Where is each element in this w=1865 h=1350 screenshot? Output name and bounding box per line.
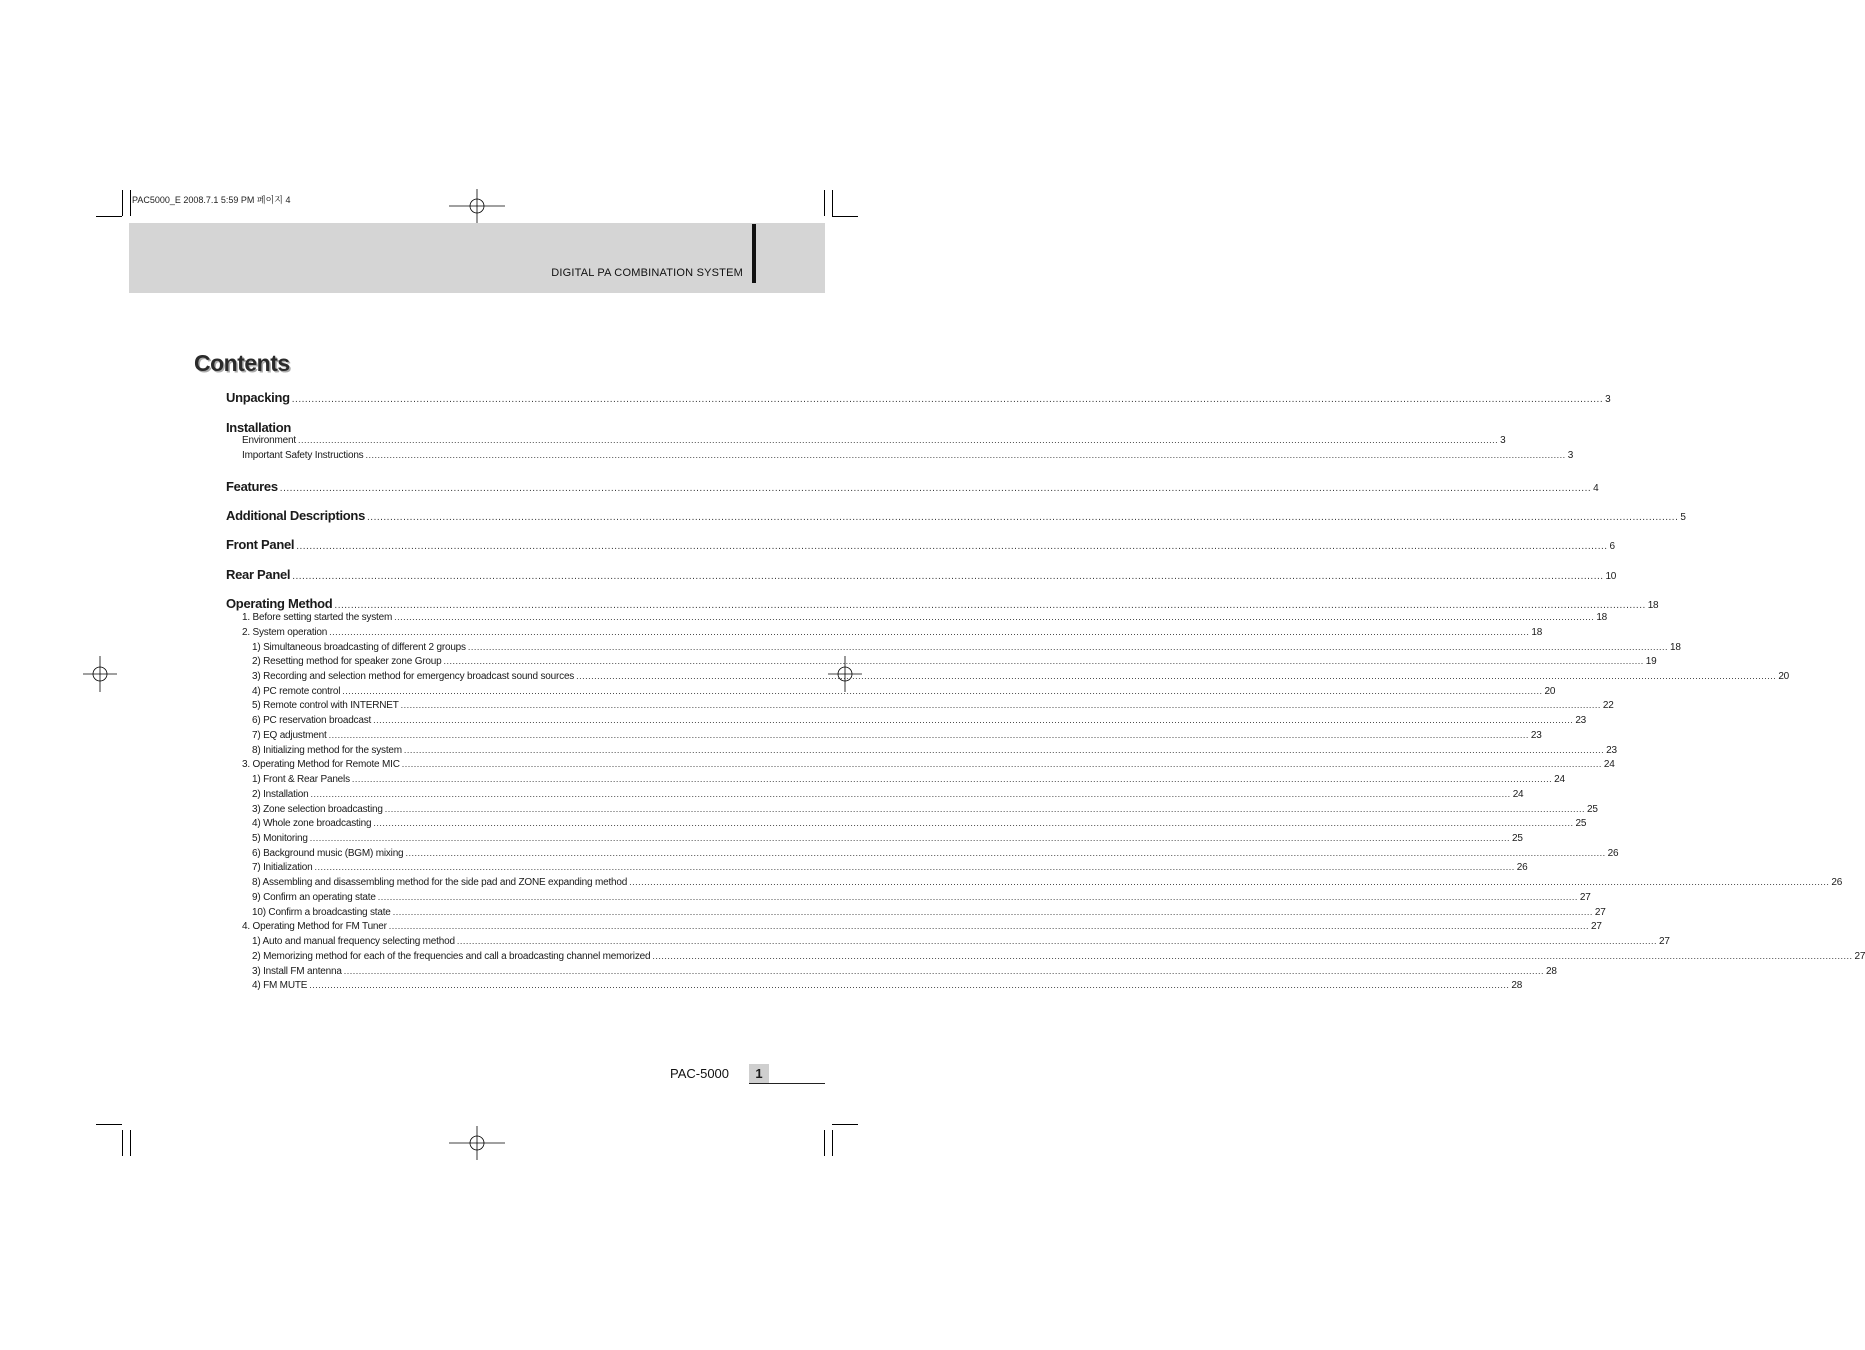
toc-leader-dots: ................................................................................................................................................................................................................................................................................................................................................................................................................ (292, 571, 1604, 582)
toc-entry-page: 27 (1659, 936, 1670, 947)
toc-entry (252, 818, 1587, 829)
toc-entry-label: 3. Operating Method for Remote MIC (242, 759, 400, 770)
toc-entry-label: Additional Descriptions (226, 508, 366, 523)
toc-entry-page: 18 (1596, 612, 1608, 623)
toc-entry-label: 1) Front & Rear Panels (252, 774, 350, 785)
toc-entry-label: 7) EQ adjustment (252, 730, 327, 741)
toc-leader-dots: ................................................................................................................................................................................................................................................................................................................................................................................................................ (310, 789, 1511, 799)
toc-entry (252, 745, 1617, 756)
toc-entry-page: 28 (1545, 966, 1557, 977)
toc-entry (252, 789, 1524, 800)
toc-leader-dots: ................................................................................................................................................................................................................................................................................................................................................................................................................ (329, 627, 1530, 637)
page-title: Contents (194, 350, 290, 376)
toc-entry (252, 936, 1670, 947)
toc-entry-label: Features (226, 479, 278, 494)
toc-leader-dots: ................................................................................................................................................................................................................................................................................................................................................................................................................ (576, 671, 1777, 681)
toc-entry-label: Installation (226, 420, 292, 435)
toc-leader-dots: ................................................................................................................................................................................................................................................................................................................................................................................................................ (342, 686, 1543, 696)
toc-entry-page: 24 (1512, 789, 1524, 800)
header-system-name: DIGITAL PA COMBINATION SYSTEM (551, 267, 743, 279)
toc-entry-page: 18 (1531, 627, 1543, 638)
toc-entry (252, 951, 1865, 962)
toc-entry-label: 4) FM MUTE (252, 980, 308, 991)
toc-entry-label: 4) Whole zone broadcasting (252, 818, 372, 829)
toc-leader-dots: ................................................................................................................................................................................................................................................................................................................................................................................................................ (296, 541, 1608, 552)
toc-entry (242, 612, 1608, 623)
toc-entry-page: 23 (1530, 730, 1542, 741)
toc-leader-dots: ................................................................................................................................................................................................................................................................................................................................................................................................................ (351, 774, 1553, 784)
toc-leader-dots: ................................................................................................................................................................................................................................................................................................................................................................................................................ (291, 394, 1604, 405)
toc-entry (252, 833, 1523, 844)
toc-leader-dots: ................................................................................................................................................................................................................................................................................................................................................................................................................ (314, 862, 1515, 872)
print-slug: PAC5000_E 2008.7.1 5:59 PM 페이지 4 (132, 195, 291, 205)
toc-entry-label: 5) Monitoring (252, 833, 308, 844)
toc-entry (252, 671, 1790, 682)
toc-entry-label: 2) Memorizing method for each of the frequencies and call a broadcasting channel memorized (252, 951, 651, 962)
toc-entry (226, 390, 1611, 405)
crop-mark (824, 1130, 825, 1156)
toc-leader-dots: ................................................................................................................................................................................................................................................................................................................................................................................................................ (405, 848, 1606, 858)
toc-entry-page: 26 (1607, 848, 1619, 859)
toc-entry-label: 8) Initializing method for the system (252, 745, 402, 756)
toc-entry-label: 2) Installation (252, 789, 309, 800)
toc-entry (252, 715, 1587, 726)
toc-entry-page: 27 (1854, 951, 1865, 962)
toc-entry (226, 537, 1615, 552)
toc-leader-dots: ................................................................................................................................................................................................................................................................................................................................................................................................................ (309, 980, 1510, 990)
toc-entry (252, 966, 1557, 977)
toc-leader-dots: ................................................................................................................................................................................................................................................................................................................................................................................................................ (629, 877, 1830, 887)
crop-mark (130, 1130, 131, 1156)
toc-entry-label: 1. Before setting started the system (242, 612, 393, 623)
toc-entry (226, 567, 1617, 582)
toc-entry-page: 4 (1593, 483, 1599, 494)
crop-mark (832, 1124, 858, 1125)
toc-entry-label: 1) Simultaneous broadcasting of different 2 groups (252, 642, 466, 653)
toc-leader-dots: ................................................................................................................................................................................................................................................................................................................................................................................................................ (400, 700, 1601, 710)
toc-leader-dots: ................................................................................................................................................................................................................................................................................................................................................................................................................ (309, 833, 1510, 843)
toc-entry-label: Front Panel (226, 537, 295, 552)
toc-entry (252, 862, 1528, 873)
toc-leader-dots: ................................................................................................................................................................................................................................................................................................................................................................................................................ (401, 759, 1602, 769)
toc-entry (242, 627, 1543, 638)
toc-entry (242, 450, 1574, 461)
toc-entry (226, 596, 1659, 611)
toc-entry-label: 2. System operation (242, 627, 328, 638)
toc-entry (252, 700, 1614, 711)
toc-leader-dots: ................................................................................................................................................................................................................................................................................................................................................................................................................ (279, 483, 1592, 494)
toc-entry-label: 3) Zone selection broadcasting (252, 804, 383, 815)
toc-entry-page: 24 (1603, 759, 1615, 770)
toc-leader-dots: ................................................................................................................................................................................................................................................................................................................................................................................................................ (334, 600, 1646, 611)
toc-entry (252, 877, 1843, 888)
toc-leader-dots: ................................................................................................................................................................................................................................................................................................................................................................................................................ (443, 656, 1644, 666)
toc-entry-page: 23 (1575, 715, 1587, 726)
toc-entry-label: 3) Install FM antenna (252, 966, 342, 977)
toc-leader-dots: ................................................................................................................................................................................................................................................................................................................................................................................................................ (384, 804, 1585, 814)
toc-entry (252, 907, 1606, 918)
toc-leader-dots: ................................................................................................................................................................................................................................................................................................................................................................................................................ (403, 745, 1605, 755)
toc-entry-label: 9) Confirm an operating state (252, 892, 376, 903)
toc-entry-label: 3) Recording and selection method for emergency broadcast sound sources (252, 671, 575, 682)
toc-entry (252, 686, 1556, 697)
crop-mark (122, 1130, 123, 1156)
toc-entry-label: Rear Panel (226, 567, 291, 582)
toc-leader-dots: ................................................................................................................................................................................................................................................................................................................................................................................................................ (343, 966, 1544, 976)
toc-entry (252, 892, 1591, 903)
toc-entry-page: 25 (1511, 833, 1523, 844)
toc-leader-dots: ................................................................................................................................................................................................................................................................................................................................................................................................................ (377, 892, 1578, 902)
toc-entry-label: Environment (242, 435, 296, 446)
toc-entry-page: 25 (1586, 804, 1598, 815)
toc-entry-label: 4. Operating Method for FM Tuner (242, 921, 387, 932)
toc-entry-page: 20 (1544, 686, 1556, 697)
toc-leader-dots: ................................................................................................................................................................................................................................................................................................................................................................................................................ (394, 612, 1595, 622)
toc-entry (242, 921, 1602, 932)
toc-entry-page: 22 (1602, 700, 1614, 711)
footer-rule (749, 1083, 825, 1084)
toc-entry-page: 3 (1500, 435, 1506, 446)
toc-leader-dots: ................................................................................................................................................................................................................................................................................................................................................................................................................ (365, 450, 1566, 460)
toc-entry-page: 10 (1605, 571, 1617, 582)
toc-entry-page: 25 (1575, 818, 1587, 829)
toc-entry-label: Unpacking (226, 390, 290, 405)
toc-entry-label: Operating Method (226, 596, 333, 611)
toc-entry-label: 4) PC remote control (252, 686, 341, 697)
toc-leader-dots: ................................................................................................................................................................................................................................................................................................................................................................................................................ (456, 936, 1658, 946)
toc-entry (242, 435, 1506, 446)
crop-mark (96, 1124, 122, 1125)
toc-entry (252, 804, 1598, 815)
toc-leader-dots: ................................................................................................................................................................................................................................................................................................................................................................................................................ (467, 642, 1669, 652)
toc-entry-page: 3 (1605, 394, 1611, 405)
toc-entry-page: 18 (1647, 600, 1659, 611)
toc-entry-page: 6 (1609, 541, 1615, 552)
toc-entry-label: Important Safety Instructions (242, 450, 364, 461)
toc-leader-dots: ................................................................................................................................................................................................................................................................................................................................................................................................................ (367, 512, 1679, 523)
toc-entry-page: 27 (1594, 907, 1606, 918)
toc-leader-dots: ................................................................................................................................................................................................................................................................................................................................................................................................................ (392, 907, 1593, 917)
toc-entry-label: 8) Assembling and disassembling method for the side pad and ZONE expanding method (252, 877, 628, 888)
toc-entry-page: 26 (1516, 862, 1528, 873)
toc-leader-dots: ................................................................................................................................................................................................................................................................................................................................................................................................................ (328, 730, 1529, 740)
toc-entry-label: 10) Confirm a broadcasting state (252, 907, 391, 918)
toc-entry (252, 980, 1523, 991)
toc-entry-page: 24 (1554, 774, 1565, 785)
toc-entry (226, 420, 291, 435)
toc-leader-dots: ................................................................................................................................................................................................................................................................................................................................................................................................................ (373, 715, 1574, 725)
toc-entry (226, 508, 1686, 523)
toc-entry-label: 7) Initialization (252, 862, 313, 873)
toc-leader-dots: ................................................................................................................................................................................................................................................................................................................................................................................................................ (652, 951, 1853, 961)
toc-entry (226, 479, 1599, 494)
toc-entry-page: 3 (1567, 450, 1574, 461)
toc-entry (252, 848, 1619, 859)
toc-entry-page: 19 (1645, 656, 1657, 667)
toc-leader-dots: ................................................................................................................................................................................................................................................................................................................................................................................................................ (373, 818, 1574, 828)
toc-entry (252, 774, 1565, 785)
toc-entry-page: 20 (1778, 671, 1790, 682)
toc-leader-dots: ................................................................................................................................................................................................................................................................................................................................................................................................................ (297, 435, 1499, 445)
toc-entry-label: 2) Resetting method for speaker zone Group (252, 656, 442, 667)
toc-entry (242, 759, 1615, 770)
toc-entry-page: 26 (1831, 877, 1843, 888)
crop-mark (832, 1130, 833, 1156)
footer-model: PAC-5000 (670, 1066, 730, 1081)
toc-entry-page: 18 (1670, 642, 1681, 653)
toc-entry-label: 6) PC reservation broadcast (252, 715, 372, 726)
toc-entry-page: 23 (1606, 745, 1617, 756)
toc-entry-label: 5) Remote control with INTERNET (252, 700, 399, 711)
toc-entry-label: 6) Background music (BGM) mixing (252, 848, 404, 859)
toc-entry-page: 28 (1511, 980, 1523, 991)
toc-entry (252, 730, 1542, 741)
toc-entry (252, 642, 1681, 653)
toc-entry (252, 656, 1657, 667)
toc-entry-page: 5 (1680, 512, 1686, 523)
registration-mark-bottom (449, 1126, 505, 1160)
toc-entry-label: 1) Auto and manual frequency selecting method (252, 936, 455, 947)
page-number: 1 (749, 1064, 769, 1084)
toc-entry-page: 27 (1591, 921, 1602, 932)
toc-entry-page: 27 (1579, 892, 1591, 903)
toc-leader-dots: ................................................................................................................................................................................................................................................................................................................................................................................................................ (388, 921, 1589, 931)
